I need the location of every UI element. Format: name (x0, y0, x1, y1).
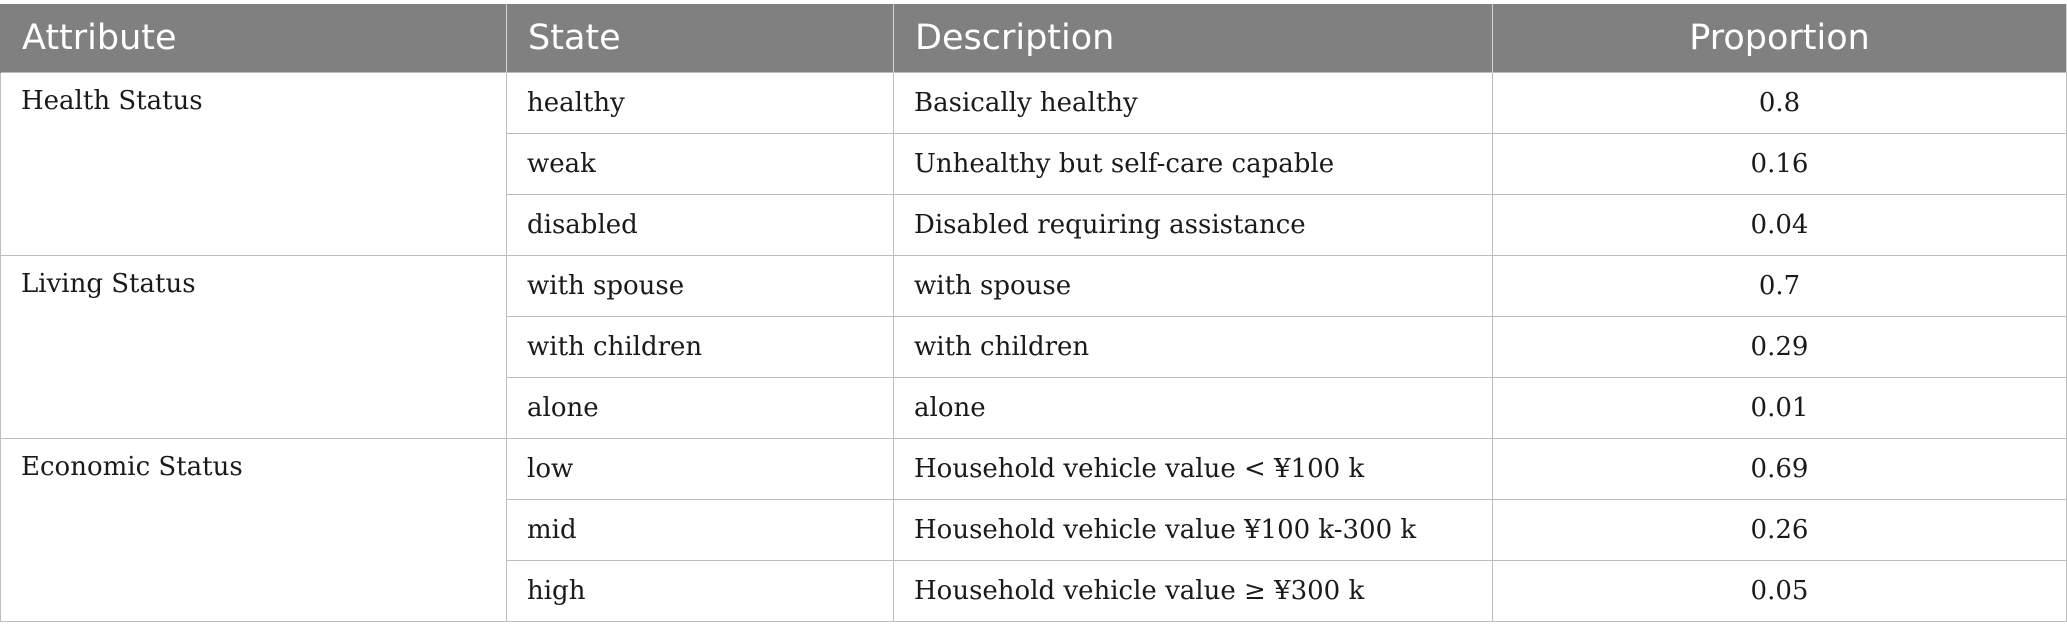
table-row (1, 438, 2067, 499)
description-cell: Household vehicle value ≥ ¥300 k (894, 560, 1493, 621)
proportion-cell: 0.01 (1493, 377, 2067, 438)
proportion-cell: 0.04 (1493, 194, 2067, 255)
attribute-proportion-table (0, 4, 2067, 622)
header-state: State (507, 4, 894, 72)
state-cell: with children (507, 316, 894, 377)
state-cell: with spouse (507, 255, 894, 316)
header-row (1, 4, 2067, 72)
description-cell: with children (894, 316, 1493, 377)
proportion-cell: 0.8 (1493, 72, 2067, 133)
state-cell: mid (507, 499, 894, 560)
table-body (1, 72, 2067, 621)
state-cell: low (507, 438, 894, 499)
state-cell: disabled (507, 194, 894, 255)
header-attribute: Attribute (1, 4, 507, 72)
description-cell: Disabled requiring assistance (894, 194, 1493, 255)
proportion-cell: 0.29 (1493, 316, 2067, 377)
description-cell: with spouse (894, 255, 1493, 316)
attribute-cell: Economic Status (1, 438, 507, 621)
description-cell: Household vehicle value ¥100 k-300 k (894, 499, 1493, 560)
header-proportion: Proportion (1493, 4, 2067, 72)
table-row (1, 255, 2067, 316)
state-cell: healthy (507, 72, 894, 133)
header-description: Description (894, 4, 1493, 72)
attribute-cell: Health Status (1, 72, 507, 255)
description-cell: Household vehicle value < ¥100 k (894, 438, 1493, 499)
state-cell: high (507, 560, 894, 621)
attribute-cell: Living Status (1, 255, 507, 438)
table-header (1, 4, 2067, 72)
state-cell: weak (507, 133, 894, 194)
proportion-cell: 0.05 (1493, 560, 2067, 621)
proportion-cell: 0.7 (1493, 255, 2067, 316)
table-row (1, 72, 2067, 133)
proportion-cell: 0.26 (1493, 499, 2067, 560)
proportion-cell: 0.69 (1493, 438, 2067, 499)
description-cell: Basically healthy (894, 72, 1493, 133)
description-cell: alone (894, 377, 1493, 438)
state-cell: alone (507, 377, 894, 438)
description-cell: Unhealthy but self-care capable (894, 133, 1493, 194)
proportion-cell: 0.16 (1493, 133, 2067, 194)
